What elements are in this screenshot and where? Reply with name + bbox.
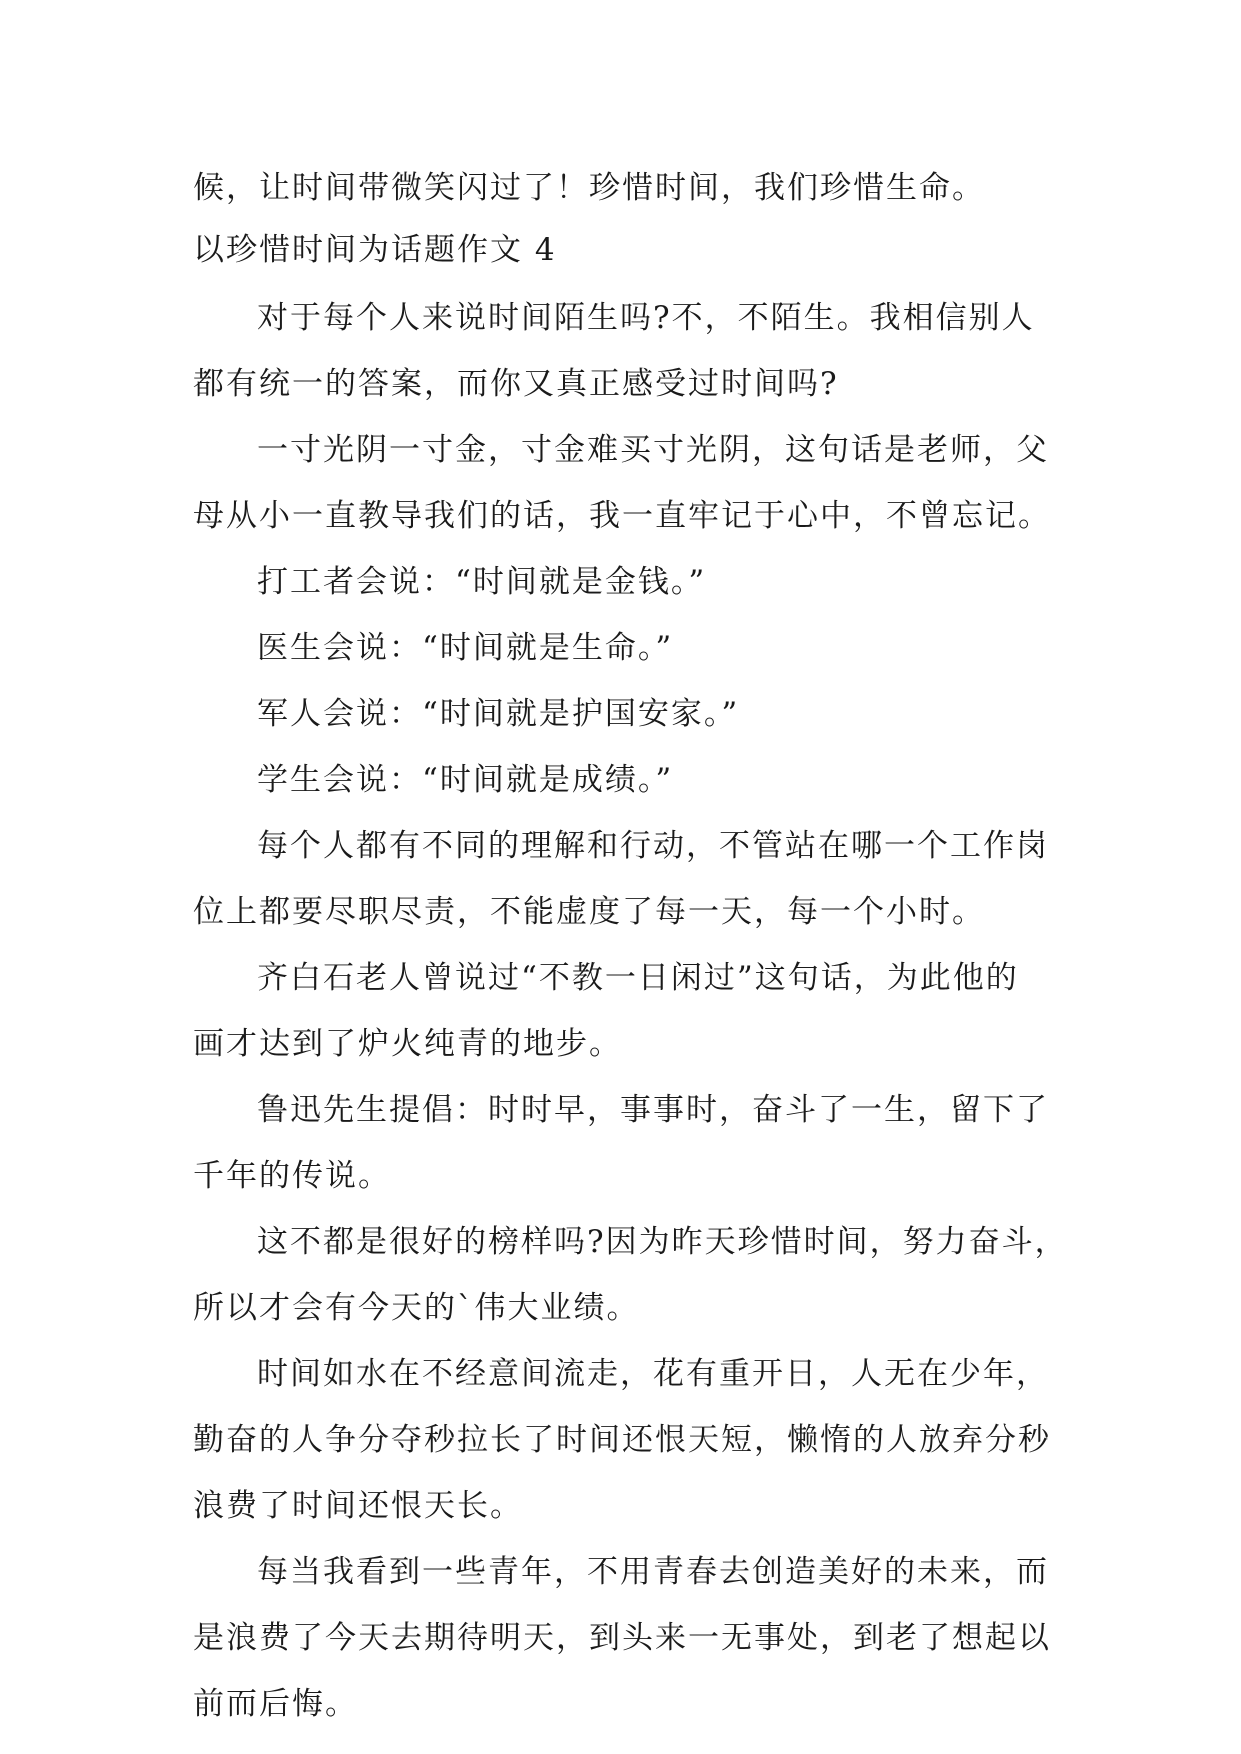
paragraph-line: 对于每个人来说时间陌生吗?不，不陌生。我相信别人 (257, 300, 1035, 336)
paragraph-line: 军人会说：“时间就是护国安家。” (257, 696, 740, 732)
paragraph-line: 千年的传说。 (193, 1158, 391, 1194)
paragraph-line: 浪费了时间还恨天长。 (193, 1488, 523, 1524)
paragraph-line: 鲁迅先生提倡：时时早，事事时，奋斗了一生，留下了 (257, 1092, 1049, 1128)
paragraph-continuation: 候，让时间带微笑闪过了！珍惜时间，我们珍惜生命。 (193, 170, 985, 206)
paragraph-line: 勤奋的人争分夺秒拉长了时间还恨天短，懒惰的人放弃分秒 (193, 1422, 1051, 1458)
paragraph-line: 齐白石老人曾说过“不教一日闲过”这句话，为此他的 (257, 960, 1019, 996)
paragraph-line: 一寸光阴一寸金，寸金难买寸光阴，这句话是老师，父 (257, 432, 1049, 468)
paragraph-line: 这不都是很好的榜样吗?因为昨天珍惜时间，努力奋斗， (257, 1224, 1068, 1260)
paragraph-line: 画才达到了炉火纯青的地步。 (193, 1026, 622, 1062)
paragraph-line: 前而后悔。 (193, 1686, 358, 1722)
paragraph-line: 都有统一的答案，而你又真正感受过时间吗? (193, 366, 839, 402)
paragraph-line: 是浪费了今天去期待明天，到头来一无事处，到老了想起以 (193, 1620, 1051, 1656)
paragraph-line: 学生会说：“时间就是成绩。” (257, 762, 674, 798)
section-heading: 以珍惜时间为话题作文 4 (193, 232, 557, 268)
paragraph-line: 医生会说：“时间就是生命。” (257, 630, 674, 666)
paragraph-line: 每个人都有不同的理解和行动，不管站在哪一个工作岗 (257, 828, 1049, 864)
paragraph-line: 时间如水在不经意间流走，花有重开日，人无在少年， (257, 1356, 1049, 1392)
paragraph-line: 所以才会有今天的`伟大业绩。 (193, 1290, 640, 1326)
paragraph-line: 母从小一直教导我们的话，我一直牢记于心中，不曾忘记。 (193, 498, 1051, 534)
paragraph-line: 位上都要尽职尽责，不能虚度了每一天，每一个小时。 (193, 894, 985, 930)
paragraph-line: 打工者会说：“时间就是金钱。” (257, 564, 707, 600)
paragraph-line: 每当我看到一些青年，不用青春去创造美好的未来，而 (257, 1554, 1049, 1590)
